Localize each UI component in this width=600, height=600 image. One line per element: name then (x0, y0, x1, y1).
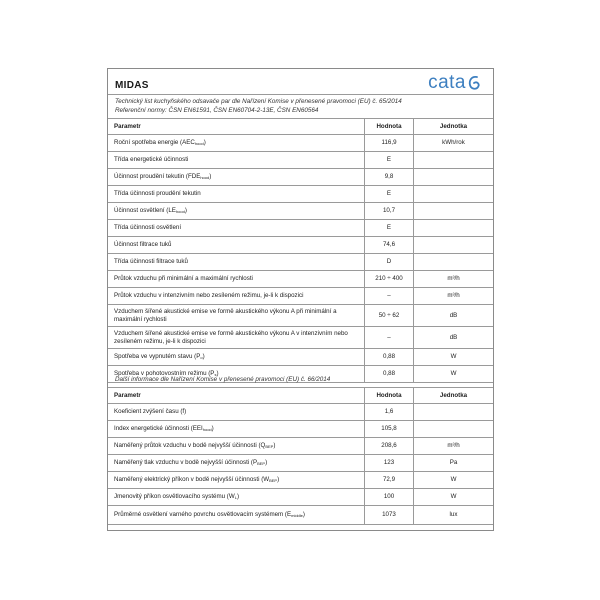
param-tail: ) (211, 425, 214, 433)
param-tail: ) (203, 139, 206, 147)
unit-cell: kWh/rok (414, 135, 494, 152)
param-tail: ) (273, 442, 276, 450)
param-label: Vzduchem šířené akustické emise ve formě akustického výkonu A v intenzivním nebo zesíleném režimu, je-li k dispozici (114, 330, 348, 345)
param-cell (108, 152, 365, 169)
param-tail: ) (265, 459, 268, 467)
unit-cell (414, 152, 494, 169)
unit-cell: W (414, 489, 494, 506)
table-row (108, 271, 493, 288)
value-cell: 208,6 (365, 438, 414, 455)
table-row (108, 237, 493, 254)
param-label: Index energetické účinnosti (EEI (114, 425, 203, 433)
unit-cell (414, 203, 494, 220)
param-label: Účinnost proudění tekutin (FDE (114, 173, 201, 181)
spec-table-1 (108, 118, 493, 383)
param-label: Naměřený elektrický příkon v bodě nejvyšší účinnosti (W (114, 476, 270, 484)
param-subscript: hood (200, 175, 210, 181)
value-cell: 210 ÷ 400 (365, 271, 414, 288)
table-row (108, 327, 493, 349)
model-name: MIDAS (115, 80, 149, 91)
param-tail: ) (302, 511, 305, 519)
value-cell: E (365, 220, 414, 237)
param-cell (108, 254, 365, 271)
table-row (108, 506, 493, 525)
unit-cell (414, 254, 494, 271)
value-cell: 72,9 (365, 472, 414, 489)
param-label: Naměřený průtok vzduchu v bodě nejvyšší účinnosti (Q (114, 442, 266, 450)
param-cell (108, 327, 365, 349)
param-label: Průtok vzduchu při minimální a maximální rychlosti (114, 275, 253, 283)
param-tail: ) (277, 476, 280, 484)
sheet-header (108, 69, 493, 95)
value-cell: 116,9 (365, 135, 414, 152)
param-label: Účinnost osvětlení (LE (114, 207, 176, 215)
param-label: Koeficient zvýšení času (f) (114, 408, 187, 416)
param-cell (108, 271, 365, 288)
unit-cell (414, 421, 494, 438)
table-row (108, 455, 493, 472)
brand-logo (428, 73, 481, 93)
table-row (108, 404, 493, 421)
value-cell: 123 (365, 455, 414, 472)
param-cell (108, 220, 365, 237)
spec-sheet (107, 68, 494, 531)
param-label: Třída účinnosti proudění tekutin (114, 190, 201, 198)
param-subscript: s (214, 372, 217, 378)
unit-cell: m³/h (414, 271, 494, 288)
param-label: Vzduchem šířené akustické emise ve formě akustického výkonu A při minimální a maximální rychlosti (114, 308, 337, 323)
param-tail: ) (202, 353, 205, 361)
table-row (108, 220, 493, 237)
subtitle-regulation: Technický list kuchyňského odsavače par dle Nařízení Komise v přenesené pravomoci (EU) č. 65/2014 (115, 98, 402, 105)
param-tail: ) (216, 370, 219, 378)
header-value: Hodnota (365, 119, 414, 135)
section-2-note: Další informace dle Nařízení Komise v přenesené pravomoci (EU) č. 66/2014 (115, 376, 331, 383)
param-tail: ) (236, 493, 239, 501)
unit-cell (414, 186, 494, 203)
value-cell: 100 (365, 489, 414, 506)
param-cell (108, 203, 365, 220)
unit-cell: Pa (414, 455, 494, 472)
header-param: Parametr (108, 119, 365, 135)
subtitle-standards: Referenční normy: ČSN EN61591, ČSN EN60704-2-13E, ČSN EN60564 (115, 107, 319, 114)
value-cell: – (365, 288, 414, 305)
unit-cell: m³/h (414, 438, 494, 455)
table-row (108, 254, 493, 271)
table-row (108, 152, 493, 169)
table-row (108, 169, 493, 186)
param-tail: ) (209, 173, 212, 181)
param-subscript: L (234, 495, 237, 501)
param-cell (108, 305, 365, 327)
param-cell (108, 438, 365, 455)
param-cell (108, 472, 365, 489)
value-cell: 0,88 (365, 366, 414, 383)
header-param: Parametr (108, 388, 365, 404)
value-cell: – (365, 327, 414, 349)
param-cell (108, 135, 365, 152)
value-cell: E (365, 186, 414, 203)
param-label: Průměrné osvětlení varného povrchu osvětlovacím systémem (E (114, 511, 292, 519)
spec-table-2 (108, 387, 493, 525)
param-cell (108, 288, 365, 305)
table-row (108, 489, 493, 506)
param-label: Účinnost filtrace tuků (114, 241, 172, 249)
unit-cell: dB (414, 305, 494, 327)
unit-cell: W (414, 472, 494, 489)
table-header-row (108, 388, 493, 404)
param-subscript: BEP (269, 478, 278, 484)
param-cell (108, 489, 365, 506)
table-header-row (108, 119, 493, 135)
value-cell: 105,8 (365, 421, 414, 438)
param-tail: ) (184, 207, 187, 215)
param-cell (108, 404, 365, 421)
unit-cell: W (414, 349, 494, 366)
param-subscript: middle (291, 513, 303, 519)
value-cell: 74,6 (365, 237, 414, 254)
unit-cell: dB (414, 327, 494, 349)
unit-cell (414, 169, 494, 186)
value-cell: 50 ÷ 62 (365, 305, 414, 327)
value-cell: 1073 (365, 506, 414, 525)
unit-cell (414, 237, 494, 254)
unit-cell (414, 404, 494, 421)
param-label: Jmenovitý příkon osvětlovacího systému (W (114, 493, 235, 501)
table-row (108, 135, 493, 152)
param-cell (108, 169, 365, 186)
table-row (108, 438, 493, 455)
param-cell (108, 455, 365, 472)
header-unit: Jednotka (414, 388, 494, 404)
param-cell (108, 421, 365, 438)
param-subscript: BEP (265, 444, 274, 450)
param-subscript: hood (175, 209, 185, 215)
header-value: Hodnota (365, 388, 414, 404)
unit-cell: lux (414, 506, 494, 525)
param-label: Roční spotřeba energie (AEC (114, 139, 195, 147)
brand-wordmark: cata (428, 72, 466, 93)
param-label: Třída účinnosti filtrace tuků (114, 258, 188, 266)
value-cell: 0,88 (365, 349, 414, 366)
param-label: Třída účinnosti osvětlení (114, 224, 182, 232)
param-label: Naměřený tlak vzduchu v bodě nejvyšší účinnosti (P (114, 459, 258, 467)
value-cell: 1,6 (365, 404, 414, 421)
value-cell: D (365, 254, 414, 271)
param-subscript: o (200, 355, 203, 361)
brand-swirl-icon (467, 74, 481, 92)
table-row (108, 421, 493, 438)
param-cell (108, 506, 365, 525)
param-subscript: hood (202, 427, 212, 433)
unit-cell: m³/h (414, 288, 494, 305)
param-label: Spotřeba v pohotovostním režimu (P (114, 370, 215, 378)
param-cell (108, 186, 365, 203)
param-label: Třída energetické účinnosti (114, 156, 189, 164)
param-cell (108, 349, 365, 366)
header-unit: Jednotka (414, 119, 494, 135)
table-row (108, 349, 493, 366)
param-cell (108, 237, 365, 254)
table-row (108, 305, 493, 327)
value-cell: 10,7 (365, 203, 414, 220)
unit-cell: W (414, 366, 494, 383)
table-row (108, 203, 493, 220)
param-label: Průtok vzduchu v intenzivním nebo zesíleném režimu, je-li k dispozici (114, 292, 304, 300)
table-row (108, 472, 493, 489)
param-label: Spotřeba ve vypnutém stavu (P (114, 353, 201, 361)
unit-cell (414, 220, 494, 237)
table-row (108, 288, 493, 305)
param-subscript: BEP (257, 461, 266, 467)
param-subscript: hood (194, 141, 204, 147)
table-row (108, 186, 493, 203)
value-cell: E (365, 152, 414, 169)
value-cell: 9,8 (365, 169, 414, 186)
